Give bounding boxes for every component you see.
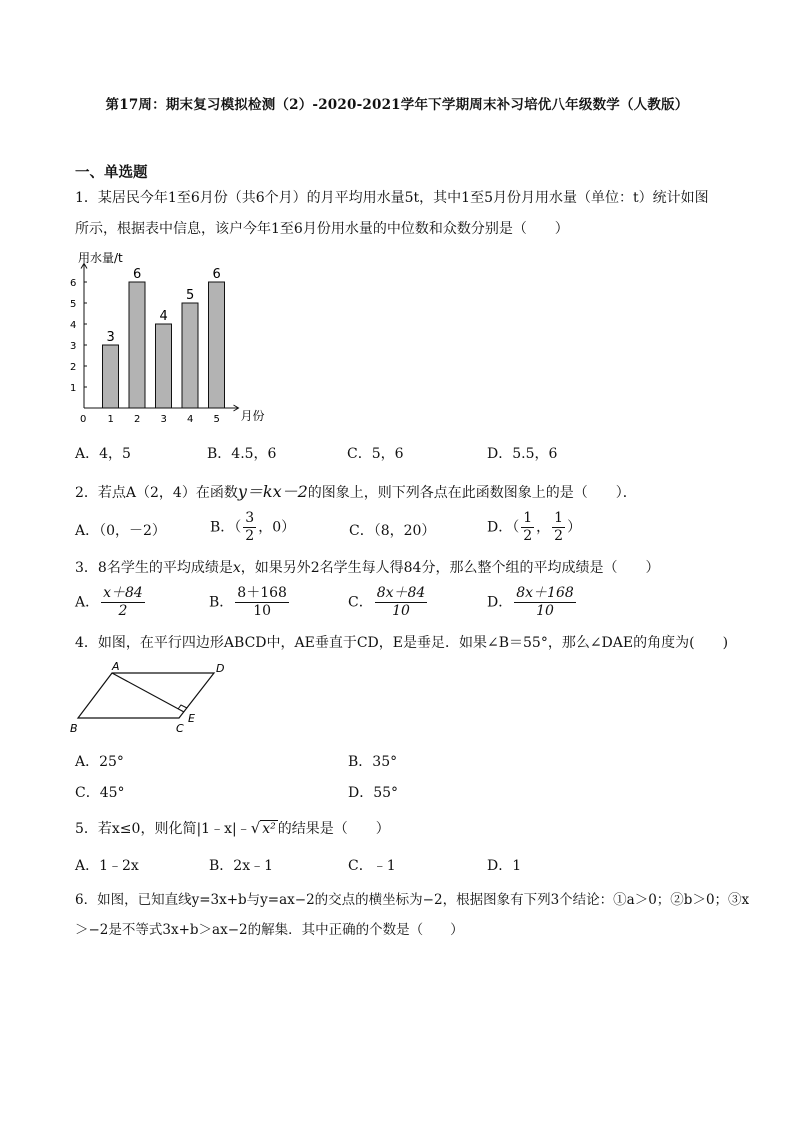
q1-option-b[interactable]: B．4.5，6 bbox=[207, 446, 277, 462]
bar bbox=[129, 282, 145, 408]
y-tick-label: 1 bbox=[70, 383, 77, 394]
question-6-line-1: 6．如图，已知直线y=3x+b与y=ax−2的交点的横坐标为−2，根据图象有下列3个结论：①a＞0；②b＞0；③x bbox=[75, 892, 750, 908]
q2-option-d-fraction-1 bbox=[521, 510, 534, 545]
bar bbox=[209, 282, 225, 408]
q2-option-d-separator: ， bbox=[536, 519, 551, 536]
label-d: D bbox=[216, 662, 225, 675]
denominator: 2 bbox=[101, 602, 145, 620]
denominator: 10 bbox=[235, 602, 289, 620]
y-tick-label: 3 bbox=[70, 341, 77, 352]
bar bbox=[182, 303, 198, 408]
denominator: 2 bbox=[523, 528, 533, 544]
denominator: 2 bbox=[554, 528, 564, 544]
q2-option-b-prefix: B．（ bbox=[210, 519, 242, 536]
x-axis-title: 月份 bbox=[240, 409, 265, 423]
numerator: 8x＋84 bbox=[376, 585, 426, 601]
question-2 bbox=[75, 479, 637, 502]
denominator: 10 bbox=[514, 602, 576, 620]
q3-option-d[interactable] bbox=[487, 585, 578, 620]
sqrt-sign: √ bbox=[250, 819, 261, 837]
label-e: E bbox=[188, 712, 195, 725]
denominator: 10 bbox=[375, 602, 428, 620]
x-tick-label: 1 bbox=[107, 414, 114, 425]
q3-option-a[interactable] bbox=[75, 585, 147, 620]
q5-option-b[interactable]: B．2x﹣1 bbox=[209, 858, 273, 874]
page-title: 第17周：期末复习模拟检测（2）-2020-2021学年下学期周末补习培优八年级数学（人教版） bbox=[105, 97, 689, 113]
bar bbox=[156, 324, 172, 408]
q3-option-a-fraction bbox=[101, 585, 145, 620]
label-a: A bbox=[112, 660, 120, 673]
q5-option-a[interactable]: A．1﹣2x bbox=[75, 858, 139, 874]
segment-ae bbox=[112, 673, 184, 712]
question-3 bbox=[75, 557, 659, 577]
origin-label: 0 bbox=[80, 414, 87, 425]
q5-radicand: x² bbox=[262, 821, 276, 837]
question-6-line-2: ＞−2是不等式3x+b＞ax−2的解集．其中正确的个数是（ ） bbox=[75, 922, 464, 938]
q2-option-d-suffix: ） bbox=[567, 519, 582, 536]
q2-option-d-fraction-2 bbox=[552, 510, 565, 545]
chart-layer bbox=[70, 250, 265, 425]
q4-option-a[interactable]: A．25° bbox=[75, 754, 124, 770]
numerator: x＋84 bbox=[103, 585, 143, 601]
x-tick-label: 4 bbox=[187, 414, 194, 425]
q2-option-b-fraction bbox=[243, 510, 256, 545]
q3-variable: x bbox=[232, 560, 241, 576]
q2-function: y＝kx－2 bbox=[237, 482, 308, 501]
q3-option-d-label: D． bbox=[487, 594, 513, 611]
question-1-line-2: 所示，根据表中信息，该户今年1至6月份用水量的中位数和众数分别是（ ） bbox=[75, 221, 569, 237]
numerator: 1 bbox=[554, 510, 564, 526]
q2-option-a[interactable]: A．（0，－2） bbox=[75, 523, 166, 539]
q3-suffix: ，如果另外2名学生每人得84分，那么整个组的平均成绩是（ ） bbox=[240, 560, 660, 576]
denominator: 2 bbox=[245, 528, 255, 544]
x-tick-label: 5 bbox=[213, 414, 220, 425]
q4-option-d[interactable]: D．55° bbox=[348, 785, 399, 801]
data-label: 6 bbox=[133, 267, 142, 282]
y-tick-label: 6 bbox=[70, 278, 77, 289]
q3-option-a-label: A． bbox=[75, 594, 100, 611]
q3-option-b-fraction bbox=[235, 585, 289, 620]
bar bbox=[103, 345, 119, 408]
q3-option-d-fraction bbox=[514, 585, 576, 620]
x-tick-label: 3 bbox=[160, 414, 167, 425]
q4-option-c[interactable]: C．45° bbox=[75, 785, 125, 801]
numerator: 1 bbox=[523, 510, 533, 526]
y-tick-label: 4 bbox=[70, 320, 77, 331]
q2-option-b[interactable] bbox=[210, 510, 295, 545]
question-5 bbox=[75, 818, 390, 838]
water-usage-bar-chart bbox=[60, 248, 270, 428]
q3-option-c-label: C． bbox=[348, 594, 373, 611]
q1-option-a[interactable]: A．4，5 bbox=[75, 446, 131, 462]
data-label: 6 bbox=[212, 267, 221, 282]
data-label: 4 bbox=[159, 309, 168, 324]
numerator: 3 bbox=[245, 510, 255, 526]
q5-option-c[interactable]: C．﹣1 bbox=[348, 858, 396, 874]
question-4: 4．如图，在平行四边形ABCD中，AE垂直于CD，E是垂足．如果∠B＝55°，那么∠DAE的角度为( ) bbox=[75, 635, 729, 651]
q2-option-b-suffix: ，0） bbox=[258, 519, 296, 536]
numerator: 8x＋168 bbox=[516, 585, 574, 601]
parallelogram-figure bbox=[66, 660, 236, 740]
q3-option-b-label: B． bbox=[209, 594, 234, 611]
q1-option-c[interactable]: C．5，6 bbox=[347, 446, 404, 462]
q1-option-d[interactable]: D．5.5，6 bbox=[487, 446, 558, 462]
q2-option-d[interactable] bbox=[487, 510, 581, 545]
data-label: 5 bbox=[186, 288, 195, 303]
label-c: C bbox=[176, 722, 184, 735]
q5-suffix: 的结果是（ ） bbox=[277, 821, 390, 837]
q5-prefix: 5．若x≤0，则化简|1﹣x|﹣ bbox=[75, 821, 251, 837]
section-heading: 一、单选题 bbox=[75, 164, 148, 181]
label-b: B bbox=[70, 722, 78, 735]
q2-suffix: 的图象上，则下列各点在此函数图象上的是（ ）． bbox=[307, 485, 637, 501]
data-label: 3 bbox=[106, 330, 115, 345]
question-1-line-1: 1．某居民今年1至6月份（共6个月）的月平均用水量5t，其中1至5月份月用水量（单位：t）统计如图 bbox=[75, 190, 709, 206]
q2-prefix: 2．若点A（2，4）在函数 bbox=[75, 485, 238, 501]
q2-option-c[interactable]: C．（8，20） bbox=[349, 523, 436, 539]
q2-option-d-prefix: D．（ bbox=[487, 519, 520, 536]
q3-option-c[interactable] bbox=[348, 585, 429, 620]
x-tick-label: 2 bbox=[134, 414, 141, 425]
q5-option-d[interactable]: D．1 bbox=[487, 858, 522, 874]
q3-option-c-fraction bbox=[375, 585, 428, 620]
q3-option-b[interactable] bbox=[209, 585, 291, 620]
y-tick-label: 5 bbox=[70, 299, 77, 310]
right-angle-mark bbox=[178, 705, 187, 709]
q3-prefix: 3．8名学生的平均成绩是 bbox=[75, 560, 233, 576]
y-tick-label: 2 bbox=[70, 362, 77, 373]
numerator: 8＋168 bbox=[237, 585, 287, 601]
y-axis-title: 用水量/t bbox=[78, 251, 123, 265]
q4-option-b[interactable]: B．35° bbox=[348, 754, 398, 770]
